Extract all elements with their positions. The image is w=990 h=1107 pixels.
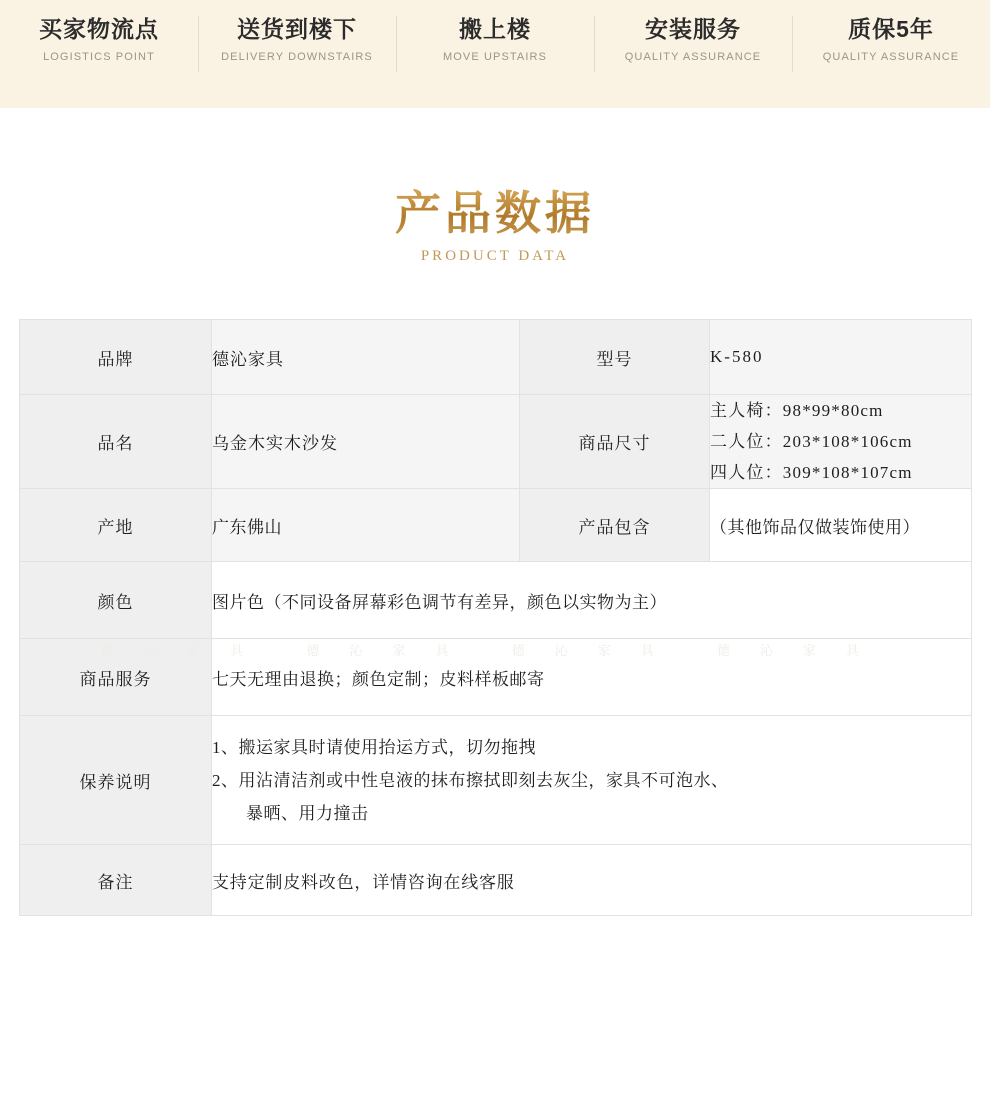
size-value [710,395,972,489]
service-banner [0,0,990,108]
service-item-warranty [792,14,990,64]
section-title [0,186,990,265]
product-spec-table [19,319,972,916]
section-title-cn: 产品数据 [0,186,990,242]
origin-value: 广东佛山 [212,489,520,562]
service-item-title: 质保5年 [848,16,934,42]
service-item-installation [594,14,792,64]
care-label: 保养说明 [20,716,212,845]
product-spec-table-wrap [19,319,971,916]
service-label: 商品服务 [20,639,212,716]
include-label: 产品包含 [520,489,710,562]
care-line-2-cont: 暴晒、用力撞击 [246,803,369,823]
size-line-1: 主人椅：98*99*80cm [710,401,884,420]
size-line-2: 二人位：203*108*106cm [710,432,913,451]
table-row [20,489,972,562]
table-row [20,639,972,716]
table-row [20,562,972,639]
care-value [212,716,972,845]
include-value: （其他饰品仅做装饰使用） [710,489,972,562]
brand-value: 德沁家具 [212,320,520,395]
note-label: 备注 [20,845,212,916]
service-item-delivery-downstairs [198,14,396,64]
service-item-subtitle: LOGISTICS POINT [43,51,155,63]
service-item-subtitle: QUALITY ASSURANCE [624,51,762,63]
service-item-title: 买家物流点 [39,16,159,42]
table-row [20,320,972,395]
table-row [20,716,972,845]
care-line-1: 1、搬运家具时请使用抬运方式，切勿拖拽 [212,737,536,757]
size-line-3: 四人位：309*108*107cm [710,463,913,482]
service-item-subtitle: MOVE UPSTAIRS [443,51,547,63]
model-label: 型号 [520,320,710,395]
note-value: 支持定制皮料改色，详情咨询在线客服 [212,845,972,916]
brand-label: 品牌 [20,320,212,395]
color-label: 颜色 [20,562,212,639]
color-value: 图片色（不同设备屏幕彩色调节有差异，颜色以实物为主） [212,562,972,639]
origin-label: 产地 [20,489,212,562]
service-value: 七天无理由退换；颜色定制；皮料样板邮寄 [212,639,972,716]
service-item-subtitle: DELIVERY DOWNSTAIRS [221,51,373,63]
table-row [20,395,972,489]
service-item-logistics-point [0,14,198,64]
product-name-value: 乌金木实木沙发 [212,395,520,489]
model-value: K-580 [710,320,972,395]
product-name-label: 品名 [20,395,212,489]
care-line-2: 2、用沾清洁剂或中性皂液的抹布擦拭即刻去灰尘，家具不可泡水、 [212,770,729,790]
service-item-title: 送货到楼下 [237,16,357,42]
section-title-en: PRODUCT DATA [420,248,570,264]
watermark: 德沁家具 德沁家具 德沁家具 德沁家具 [101,643,889,658]
table-row [20,845,972,916]
service-item-subtitle: QUALITY ASSURANCE [822,51,960,63]
service-item-title: 安装服务 [645,16,741,42]
service-item-move-upstairs [396,14,594,64]
size-label: 商品尺寸 [520,395,710,489]
service-item-title: 搬上楼 [459,16,531,42]
